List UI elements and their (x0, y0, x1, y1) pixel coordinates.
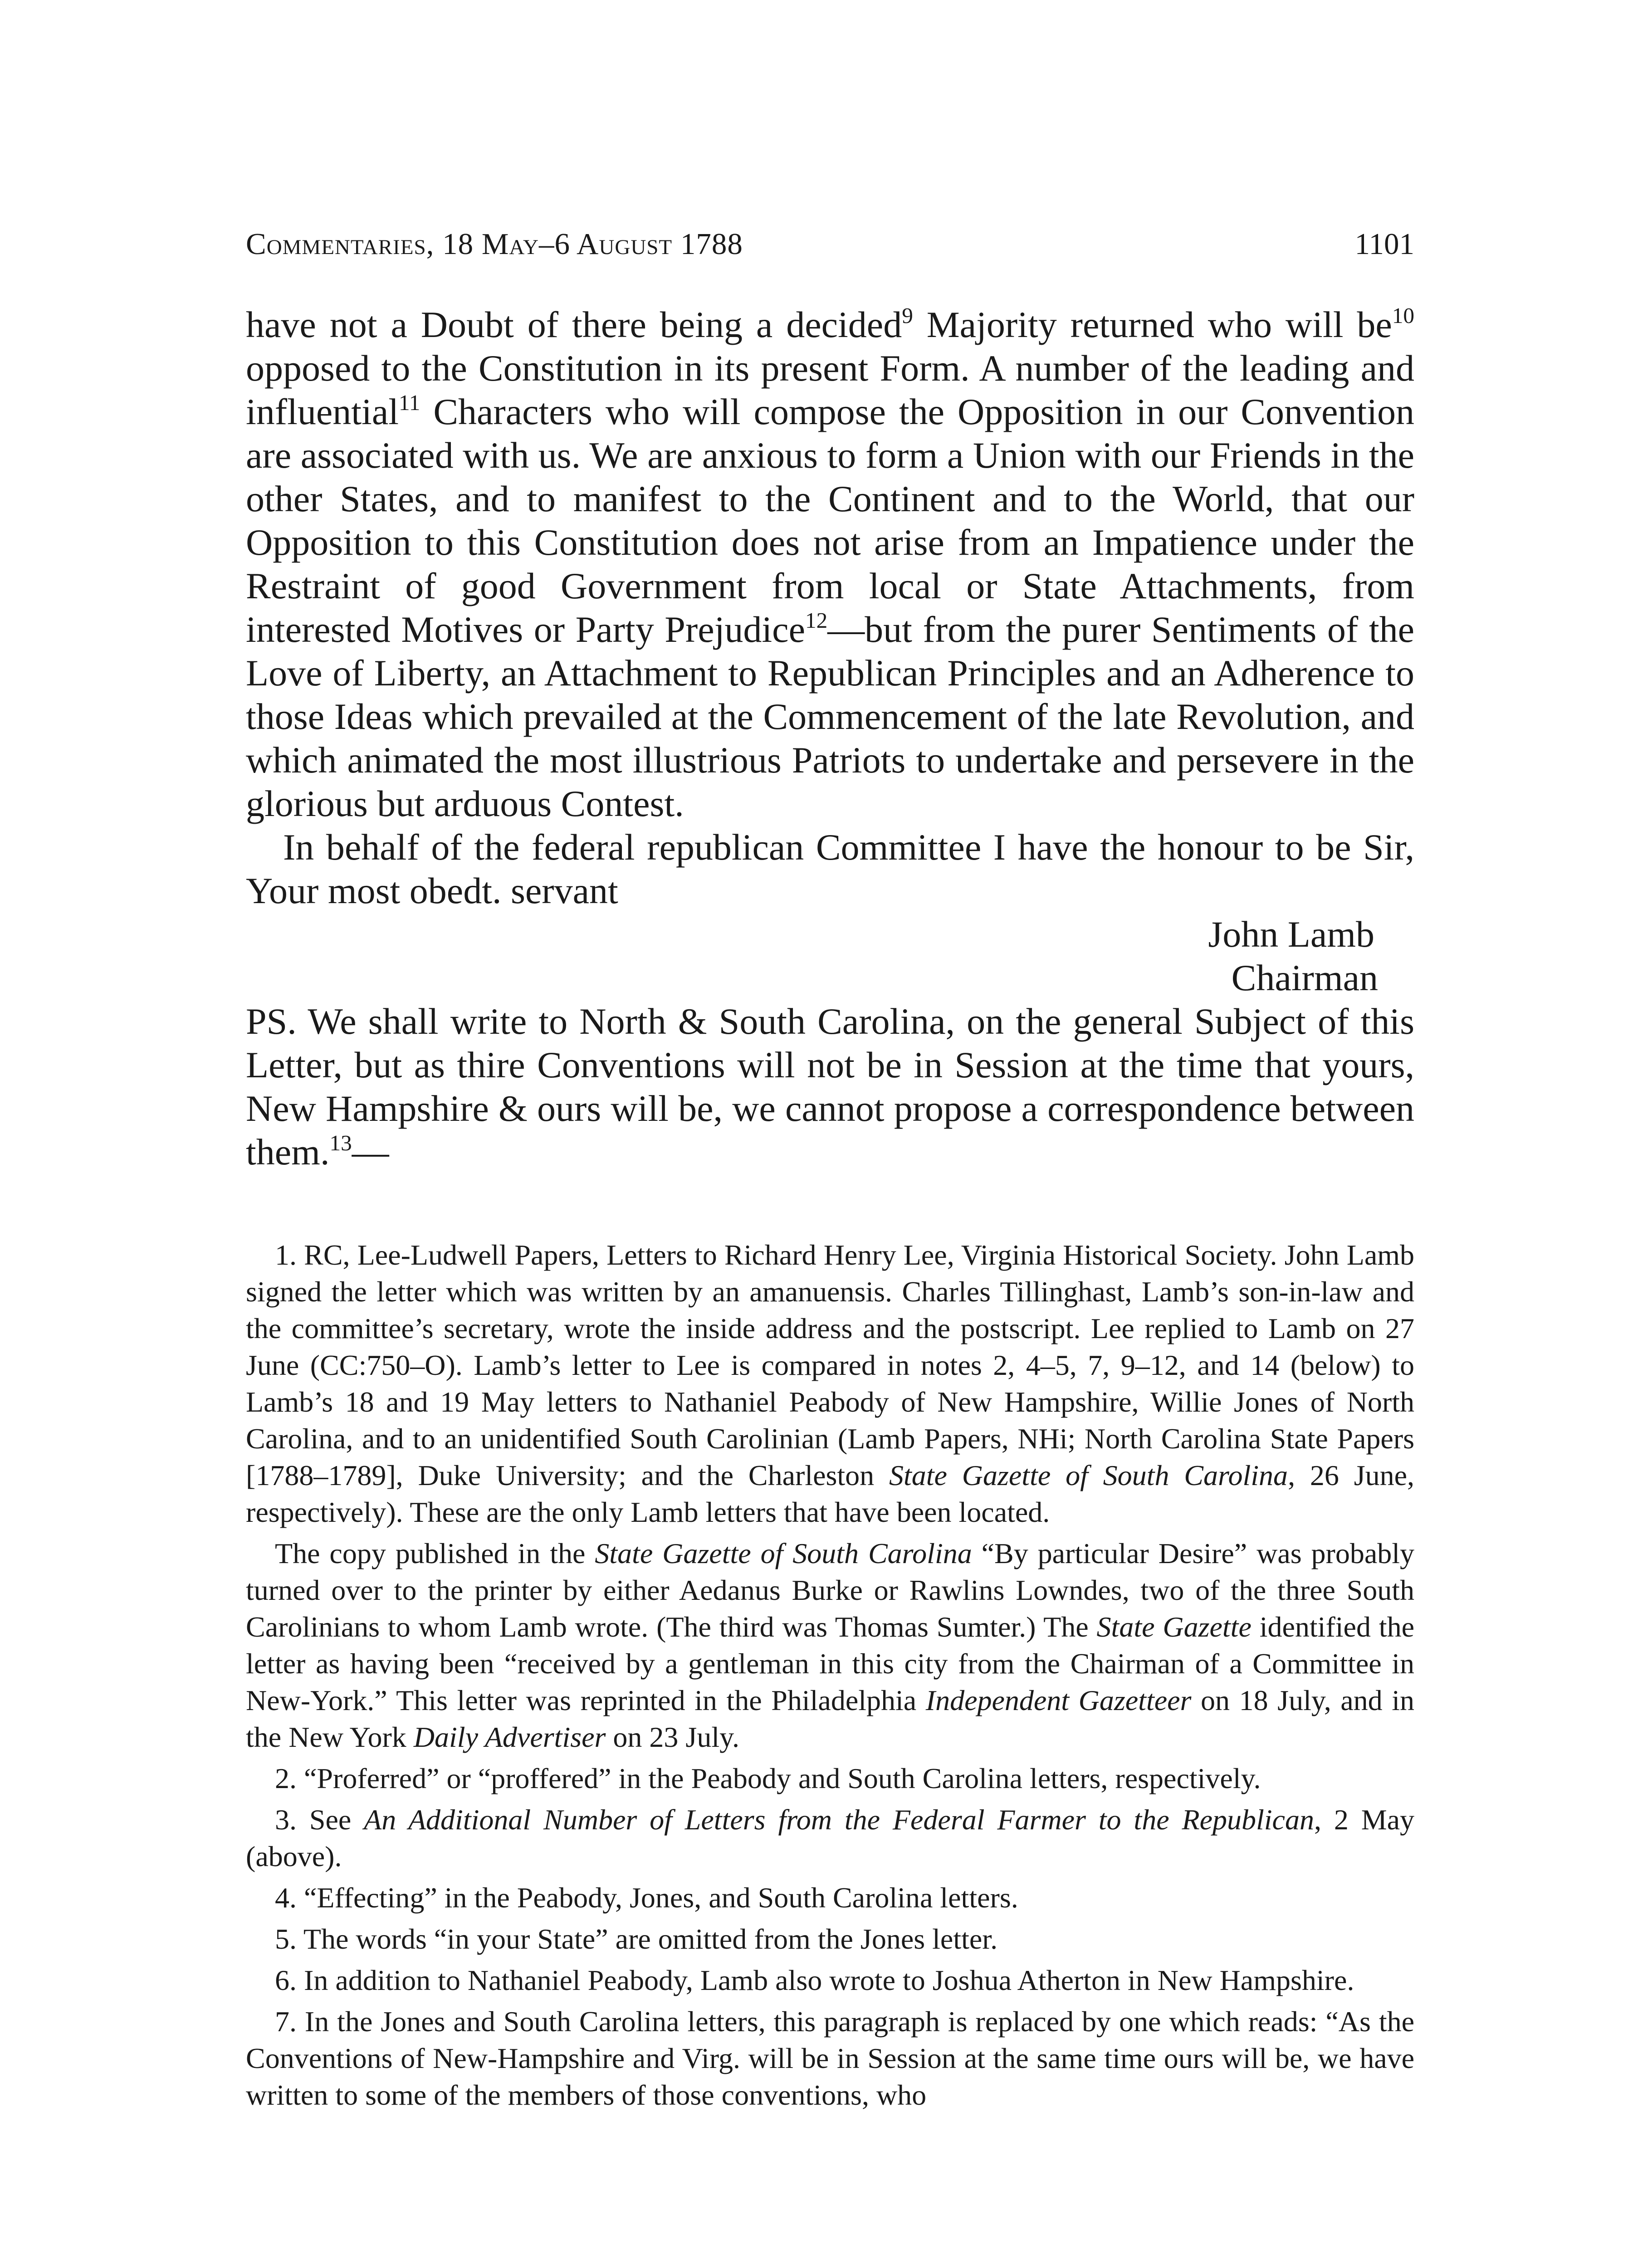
signature-name: John Lamb (1208, 914, 1374, 955)
footnote-marker: 9 (902, 303, 913, 328)
closing-paragraph: In behalf of the federal republican Committee I have the honour to be Sir, Your most obedt. servant (246, 826, 1414, 911)
note-2: 2. “Proferred” or “proffered” in the Peabody and South Carolina letters, respectively. (275, 1762, 1261, 1794)
italic-title: State Gazette of South Carolina (595, 1537, 972, 1569)
text-run: have not a Doubt of there being a decided (246, 304, 902, 345)
text-run: identified the letter as having been “received by a gentleman in this city from the Chairman of a Committee in New-York.” This letter was reprinted in the Philadelphia (246, 1611, 1415, 1716)
text-run: 1. RC, Lee-Ludwell Papers, Letters to Richard Henry Lee, Virginia Historical Society. John Lamb signed the letter which was written by an amanuensis. Charles Tillinghast, Lamb’s son-in-law and the committee’s secretary, wrote the inside address and the postscript. Lee replied to Lamb on 27 June (CC:750–O). Lamb’s letter to Lee is compared in notes 2, 4–5, 7, 9–12, and 14 (below) to Lamb’s 18 and 19 May letters to Nathaniel Peabody of New Hampshire, Willie Jones of North Carolina, and to an unidentified South Carolinian (Lamb Papers, NHi; North Carolina State Papers [1788–1789], Duke University; and the Charleston (246, 1239, 1414, 1491)
footnote-marker: 10 (1392, 303, 1414, 328)
text-run: on 18 July, and in the New York (246, 1684, 1415, 1753)
italic-title: An Additional Number of Letters from the Federal Farmer to the Republican (364, 1804, 1314, 1836)
text-run: , 2 May (above). (246, 1804, 1415, 1872)
footnote-marker: 11 (399, 390, 420, 415)
note-5: 5. The words “in your State” are omitted from the Jones letter. (275, 1923, 998, 1955)
text-run: —but from the purer Sentiments of the Love of Liberty, an Attachment to Republican Principles and an Adherence to those Ideas which prevailed at the Commencement of the late Revolution, and which animated the most illustrious Patriots to undertake and persevere in the glorious but arduous Contest. (246, 609, 1414, 824)
letter-paragraph (246, 303, 1414, 826)
text-run: Characters who will compose the Opposition in our Convention are associated with us. We are anxious to form a Union with our Friends in the other States, and to manifest to the Continent and to the World, that our Opposition to this Constitution does not arise from an Impatience under the Restraint of good Government from local or State Attachments, from interested Motives or Party Prejudice (246, 391, 1414, 650)
postscript (246, 1000, 1414, 1174)
letter-body (246, 303, 1414, 1174)
text-run: 3. See (275, 1804, 364, 1836)
footnote-marker: 13 (329, 1130, 352, 1156)
signature-block (246, 913, 1414, 1000)
text-run: “By particular Desire” was probably turned over to the printer by either Aedanus Burke or Rawlins Lowndes, two of the three South Carolinians to whom Lamb wrote. (The third was Thomas Sumter.) The (246, 1537, 1414, 1643)
italic-title: State Gazette (1096, 1611, 1252, 1643)
note-3 (246, 1801, 1414, 1875)
footnote-marker: 12 (805, 608, 828, 633)
note-1-continued (246, 1535, 1414, 1755)
text-run: , 26 June, respectively). These are the only Lamb letters that have been located. (246, 1459, 1415, 1528)
italic-title: Independent Gazetteer (925, 1684, 1192, 1716)
note-6: 6. In addition to Nathaniel Peabody, Lamb also wrote to Joshua Atherton in New Hampshire. (275, 1964, 1354, 1996)
text-run: opposed to the Constitution in its present Form. A number of the leading and influential (246, 347, 1414, 432)
italic-title: State Gazette of South Carolina (889, 1459, 1288, 1491)
text-run: The copy published in the (275, 1537, 595, 1569)
note-1 (246, 1237, 1414, 1530)
editorial-notes (246, 1237, 1414, 2113)
note-7: 7. In the Jones and South Carolina letters, this paragraph is replaced by one which reads: “As the Conventions of New-Hampshire and Virg. will be in Session at the same time ours will be, we have written to some of the members of those conventions, who (246, 2005, 1414, 2111)
italic-title: Daily Advertiser (413, 1721, 606, 1753)
page-number: 1101 (1354, 227, 1414, 261)
text-run: Majority returned who will be (913, 304, 1392, 345)
text-run: PS. We shall write to North & South Carolina, on the general Subject of this Letter, but as thire Conventions will not be in Session at the time that yours, New Hampshire & ours will be, we cannot propose a correspondence between them. (246, 1001, 1414, 1173)
note-4: 4. “Effecting” in the Peabody, Jones, and South Carolina letters. (275, 1882, 1018, 1914)
running-head (246, 221, 1414, 267)
running-head-title: Commentaries, 18 May–6 August 1788 (246, 227, 743, 261)
signature-title: Chairman (1231, 957, 1378, 998)
text-run: — (352, 1131, 389, 1173)
text-run: on 23 July. (606, 1721, 739, 1753)
